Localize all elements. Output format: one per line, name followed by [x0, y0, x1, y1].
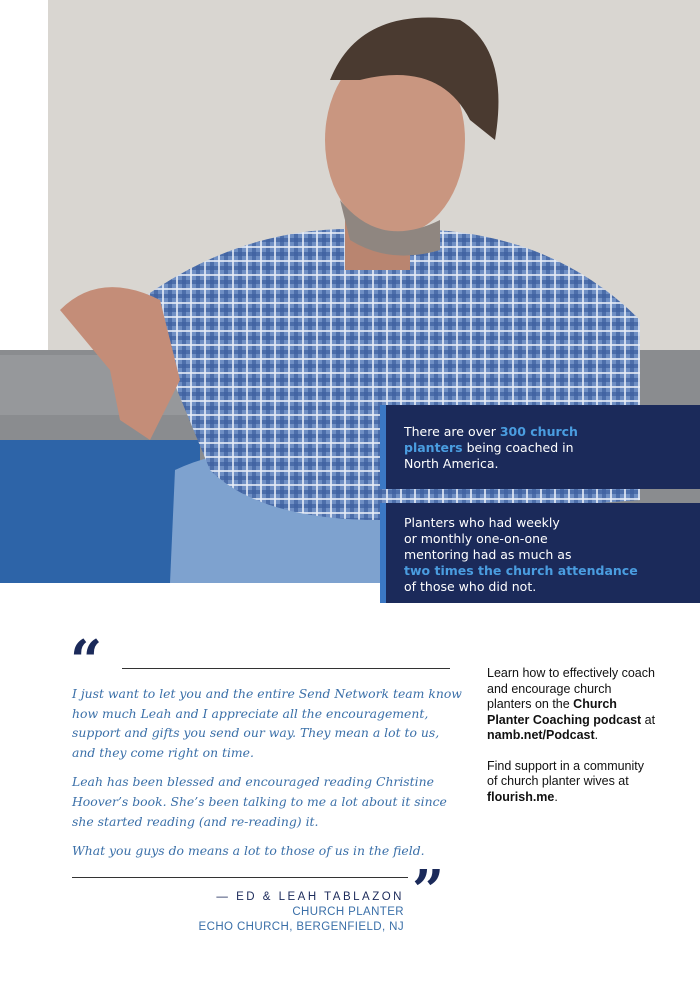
stat-callout-coached [380, 405, 700, 489]
podcast-title: Church Planter Coaching podcast [487, 697, 642, 727]
open-quote-mark: “ [70, 628, 103, 694]
testimonial-quote [72, 684, 462, 871]
quote-paragraph: What you guys do means a lot to those of us in the field. [72, 843, 425, 859]
stat-text-line: of those who did not. [404, 579, 537, 594]
attribution-church: ECHO CHURCH, BERGENFIELD, NJ [198, 921, 404, 933]
stat-highlight: two times the church attendance [404, 563, 638, 578]
callout-edge [380, 503, 386, 603]
stat-text-line: North America. [404, 456, 499, 471]
podcast-link[interactable]: namb.net/Podcast [487, 728, 595, 742]
attribution-name: — ED & LEAH TABLAZON [216, 891, 404, 903]
stat-text-line: or monthly one-on-one [404, 531, 548, 546]
stat-callout-mentoring [380, 503, 700, 603]
stat-text-tail: being coached in [462, 440, 574, 455]
quote-paragraph: I just want to let you and the entire Send Network team know how much Leah and I appreciate all the encouragement, support and gifts you send our way. They mean a lot to us, and they come right on time. [72, 686, 462, 760]
quote-paragraph: Leah has been blessed and encouraged reading Christine Hoover’s book. She’s been talking to me a lot about it since she started reading (and re-reading) it. [72, 774, 447, 829]
sidebar-text: . [594, 728, 599, 742]
callout-edge [380, 405, 386, 489]
sidebar-podcast [487, 666, 657, 744]
stat-text-lead: There are over [404, 424, 500, 439]
stat-highlight: planters [404, 440, 463, 455]
quote-attribution [199, 890, 404, 935]
stat-text [404, 515, 654, 595]
stat-text-line: Planters who had weekly [404, 515, 560, 530]
stat-highlight: 300 church [499, 424, 578, 439]
sidebar-resources [487, 666, 657, 820]
sidebar-flourish [487, 759, 657, 806]
sidebar-text: . [554, 789, 558, 804]
sidebar-text: Learn how to effectively coach and encourage church planters on the [487, 666, 655, 711]
attribution-role: CHURCH PLANTER [292, 906, 404, 918]
sidebar-text: at [641, 712, 656, 727]
quote-bottom-rule [72, 877, 408, 878]
flourish-link[interactable]: flourish.me [487, 789, 555, 804]
quote-top-rule [122, 668, 450, 669]
sidebar-text: Find support in a community of church planter wives at [487, 758, 645, 788]
stat-text [404, 424, 654, 472]
close-quote-mark: ” [412, 858, 445, 924]
stat-text-line: mentoring had as much as [404, 547, 572, 562]
